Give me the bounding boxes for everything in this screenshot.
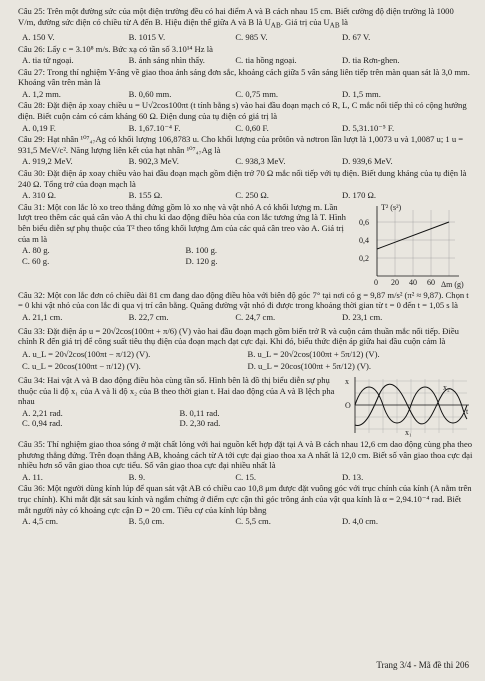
option-d: D. u_L = 20cos(100πt + 5π/12) (V).: [247, 361, 372, 372]
option-a: A. 4,5 cm.: [22, 516, 59, 527]
option-b: B. 155 Ω.: [128, 190, 163, 201]
option-c: C. 938,3 MeV.: [235, 156, 286, 167]
question-27-text: Câu 27: Trong thí nghiệm Y-âng về giao thoa ánh sáng đơn sắc, khoảng cách giữa 5 vân sáng liên tiếp trên màn quan sát là 3,0 mm. Khoảng vân trên màn là: [18, 66, 470, 88]
x-tick-20: 20: [391, 277, 399, 287]
option-d: D. 120 g.: [185, 255, 218, 266]
question-29: [18, 134, 473, 155]
question-34-text: Câu 34: Hai vật A và B dao động điều hòa cùng tần số. Hình bên là đồ thị biểu diễn sự phụ thuộc của li độ x₁ của A và li độ x₂ của B theo thời gian t. Hai dao động của A và B lệch pha nhau: [18, 374, 335, 407]
option-c: C. 0,94 rad.: [22, 418, 63, 429]
x-tick-40: 40: [409, 277, 417, 287]
t-axis-label: t: [466, 406, 469, 416]
option-d: D. 67 V.: [341, 31, 371, 42]
question-26: [18, 44, 473, 55]
option-d: D. tia Rơn-ghen.: [341, 55, 400, 66]
graph-grid: [377, 210, 455, 276]
option-c: C. 60 g.: [22, 255, 50, 266]
option-c: C. tia hồng ngoại.: [235, 55, 297, 66]
option-b: B. 22,7 cm.: [128, 312, 169, 322]
option-c: C. 24,7 cm.: [235, 312, 276, 322]
option-b: B. 0,11 rad.: [179, 407, 220, 418]
option-a: A. u_L = 20√2cos(100πt − π/12) (V).: [22, 348, 151, 359]
question-35: [18, 439, 473, 471]
option-c: C. 0,75 mm.: [235, 88, 279, 99]
option-c: C. 15.: [235, 471, 257, 482]
y-tick-0-2: 0,2: [359, 253, 369, 263]
x2-label: x₂: [443, 382, 450, 392]
question-25: [18, 6, 473, 31]
subscript-ab-2: AB: [329, 21, 340, 30]
question-28-options: [18, 123, 473, 134]
question-30: [18, 168, 473, 189]
question-27: [18, 67, 473, 88]
page-footer: Trang 3/4 - Mã đề thi 206: [376, 660, 469, 671]
option-d: D. 939,6 MeV.: [341, 156, 393, 167]
question-31-options-row2: [18, 256, 349, 267]
option-a: A. 21,1 cm.: [22, 312, 63, 322]
option-d: D. 5,31.10⁻⁵ F.: [341, 122, 395, 133]
question-33-options-row1: [18, 349, 473, 360]
question-30-text: Câu 30: Đặt điện áp xoay chiều vào hai đầu đoạn mạch gồm điện trở 70 Ω mắc nối tiếp với tụ điện. Biết dung kháng của tụ điện là 240 Ω. Tổng trở của đoạn mạch là: [18, 168, 467, 189]
option-d: D. 13.: [341, 471, 364, 482]
question-34-options-row1: [18, 408, 337, 419]
option-a: A. 80 g.: [22, 245, 50, 256]
option-a: A. tia tử ngoại.: [22, 55, 74, 66]
question-25-tail: . Giá trị của U: [280, 16, 330, 27]
option-b: B. ánh sáng nhìn thấy.: [128, 55, 205, 66]
option-c: C. 985 V.: [235, 31, 268, 42]
option-b: B. 9.: [128, 471, 146, 482]
option-a: A. 919,2 MeV.: [22, 156, 73, 167]
question-29-text: Câu 29: Hạt nhân ¹⁰⁷₄₇Ag có khối lượng 106,8783 u. Cho khối lượng của prôtôn và nơtron lần lượt là 1,0073 u và 1,0087 u; 1 u = 931,5 MeV/c². Năng lượng liên kết của hạt nhân ¹⁰⁷₄₇Ag là: [18, 134, 464, 155]
option-b: B. u_L = 20√2cos(100πt + 5π/12) (V).: [247, 348, 380, 359]
question-35-text: Câu 35: Thí nghiệm giao thoa sóng ở mặt chất lỏng với hai nguồn kết hợp đặt tại A và B cách nhau 12,6 cm dao động cùng pha theo phương thẳng đứng. Trên đoạn thẳng AB, khoảng cách từ A tới cực đại giao thoa xa A nhất là 12,0 cm. Biết số vân giao thoa cực đại nhiều hơn số vân giao thoa cực tiểu. Số vân giao thoa cực đại nhiều nhất là: [18, 438, 473, 471]
option-d: D. 1,5 mm.: [341, 88, 381, 99]
option-b: B. 1,67.10⁻⁴ F.: [128, 122, 181, 133]
option-c: C. 5,5 cm.: [235, 516, 271, 527]
option-b: B. 0,60 mm.: [128, 88, 172, 99]
question-32-options: [18, 312, 473, 323]
question-26-text: Câu 26: Lấy c = 3.10⁸ m/s. Bức xạ có tần số 3.10¹⁴ Hz là: [18, 43, 213, 54]
option-a: A. 150 V.: [22, 31, 55, 42]
option-a: A. 11.: [22, 471, 43, 482]
option-d: D. 23,1 cm.: [341, 312, 383, 322]
question-25-tail2: là: [339, 16, 348, 27]
option-d: D. 170 Ω.: [341, 190, 377, 201]
question-36: [18, 483, 473, 515]
question-28: [18, 100, 473, 121]
subscript-ab: AB: [270, 21, 281, 30]
question-31-text: Câu 31: Một con lắc lò xo treo thẳng đứng gồm lò xo nhẹ và vật nhỏ A có khối lượng m. Lần lượt treo thêm các quả cân vào A thì chu kì dao động điều hòa của con lắc tương ứng là T. Hình bên biểu diễn sự phụ thuộc của T² theo tổng khối lượng Δm của các quả cân treo vào A. Giá trị của m là: [18, 201, 346, 244]
question-25-options: [18, 32, 473, 43]
question-31: [18, 202, 473, 290]
x-axis-label: x: [345, 376, 349, 386]
option-d: D. 4,0 cm.: [341, 516, 379, 527]
question-28-text: Câu 28: Đặt điện áp xoay chiều u = U√2cos100πt (t tính bằng s) vào hai đầu đoạn mạch có R, L, C mắc nối tiếp thì có cộng hưởng điện. Biết cuộn cảm có cảm kháng 60 Ω. Điện dung của tụ điện có giá trị là: [18, 100, 467, 122]
option-b: B. 1015 V.: [128, 31, 166, 42]
question-27-options: [18, 89, 473, 100]
question-32-text: Câu 32: Một con lắc đơn có chiều dài 81 cm đang dao động điều hòa với biên độ góc 7° tại nơi có g = 9,87 m/s² (π² ≈ 9,87). Chọn t = 0 khi vật nhỏ của con lắc đi qua vị trí cân bằng. Quãng đường vật nhỏ đi được trong khoảng thời gian từ t = 0 đến t = 1,05 s là: [18, 289, 469, 311]
x-tick-0: 0: [374, 277, 378, 287]
option-b: B. 902,3 MeV.: [128, 156, 179, 167]
option-a: A. 310 Ω.: [22, 190, 57, 201]
question-33-options-row2: [18, 361, 473, 372]
y-tick-0-6: 0,6: [359, 217, 369, 227]
question-35-options: [18, 472, 473, 483]
question-32: [18, 290, 473, 311]
question-34-options-row2: [18, 418, 337, 429]
option-a: A. 1,2 mm.: [22, 88, 61, 99]
x-axis-label: Δm (g): [441, 279, 464, 289]
question-26-options: [18, 55, 473, 66]
question-34: [18, 375, 473, 437]
question-25-text: Câu 25: Trên một đường sức của một điện trường đều có hai điểm A và B cách nhau 15 cm. Biết cường độ điện trường là 1000 V/m, đường sức điện có chiều từ A đến B. Hiệu điện thế giữa A và B là U: [18, 6, 454, 27]
question-33-text: Câu 33: Đặt điện áp u = 20√2cos(100πt + π/6) (V) vào hai đầu đoạn mạch gồm biến trở R và cuộn cảm thuần mắc nối tiếp. Điều chỉnh R đến giá trị để công suất tiêu thụ điện của đoạn mạch đạt cực đại. Khi đó, biểu thức điện áp giữa hai đầu cuộn cảm là: [18, 325, 459, 347]
option-b: B. 5,0 cm.: [128, 516, 165, 527]
option-a: A. 0,19 F.: [22, 122, 56, 133]
option-c: C. 250 Ω.: [235, 190, 269, 201]
option-c: C. 0,60 F.: [235, 122, 269, 133]
y-axis-label: T² (s²): [381, 202, 402, 212]
question-36-text: Câu 36: Một người dùng kính lúp để quan sát vật AB có chiều cao 10,8 μm được đặt vuông góc với trục chính của kính (A nằm trên trục chính). Khi mắt đặt sát sau kính và ngắm chừng ở điểm cực cận thì góc trông ảnh của vật qua kính là α = 2,94.10⁻⁴ rad. Biết mắt người này có khoảng cực cận Đ = 20 cm. Tiêu cự của kính lúp bằng: [18, 483, 472, 515]
option-b: B. 100 g.: [185, 245, 218, 256]
x-tick-60: 60: [427, 277, 435, 287]
displacement-graph: [343, 375, 473, 437]
t-squared-graph: [355, 202, 473, 290]
option-d: D. 2,30 rad.: [179, 418, 221, 429]
question-30-options: [18, 190, 473, 201]
origin-label: O: [345, 400, 351, 410]
question-31-options-row1: [18, 245, 349, 256]
option-a: A. 2,21 rad.: [22, 407, 63, 418]
x1-label: x₁: [405, 427, 412, 437]
question-29-options: [18, 156, 473, 167]
question-36-options: [18, 516, 473, 527]
y-tick-0-4: 0,4: [359, 235, 369, 245]
option-c: C. u_L = 20cos(100πt − π/12) (V).: [22, 361, 141, 372]
question-33: [18, 326, 473, 347]
